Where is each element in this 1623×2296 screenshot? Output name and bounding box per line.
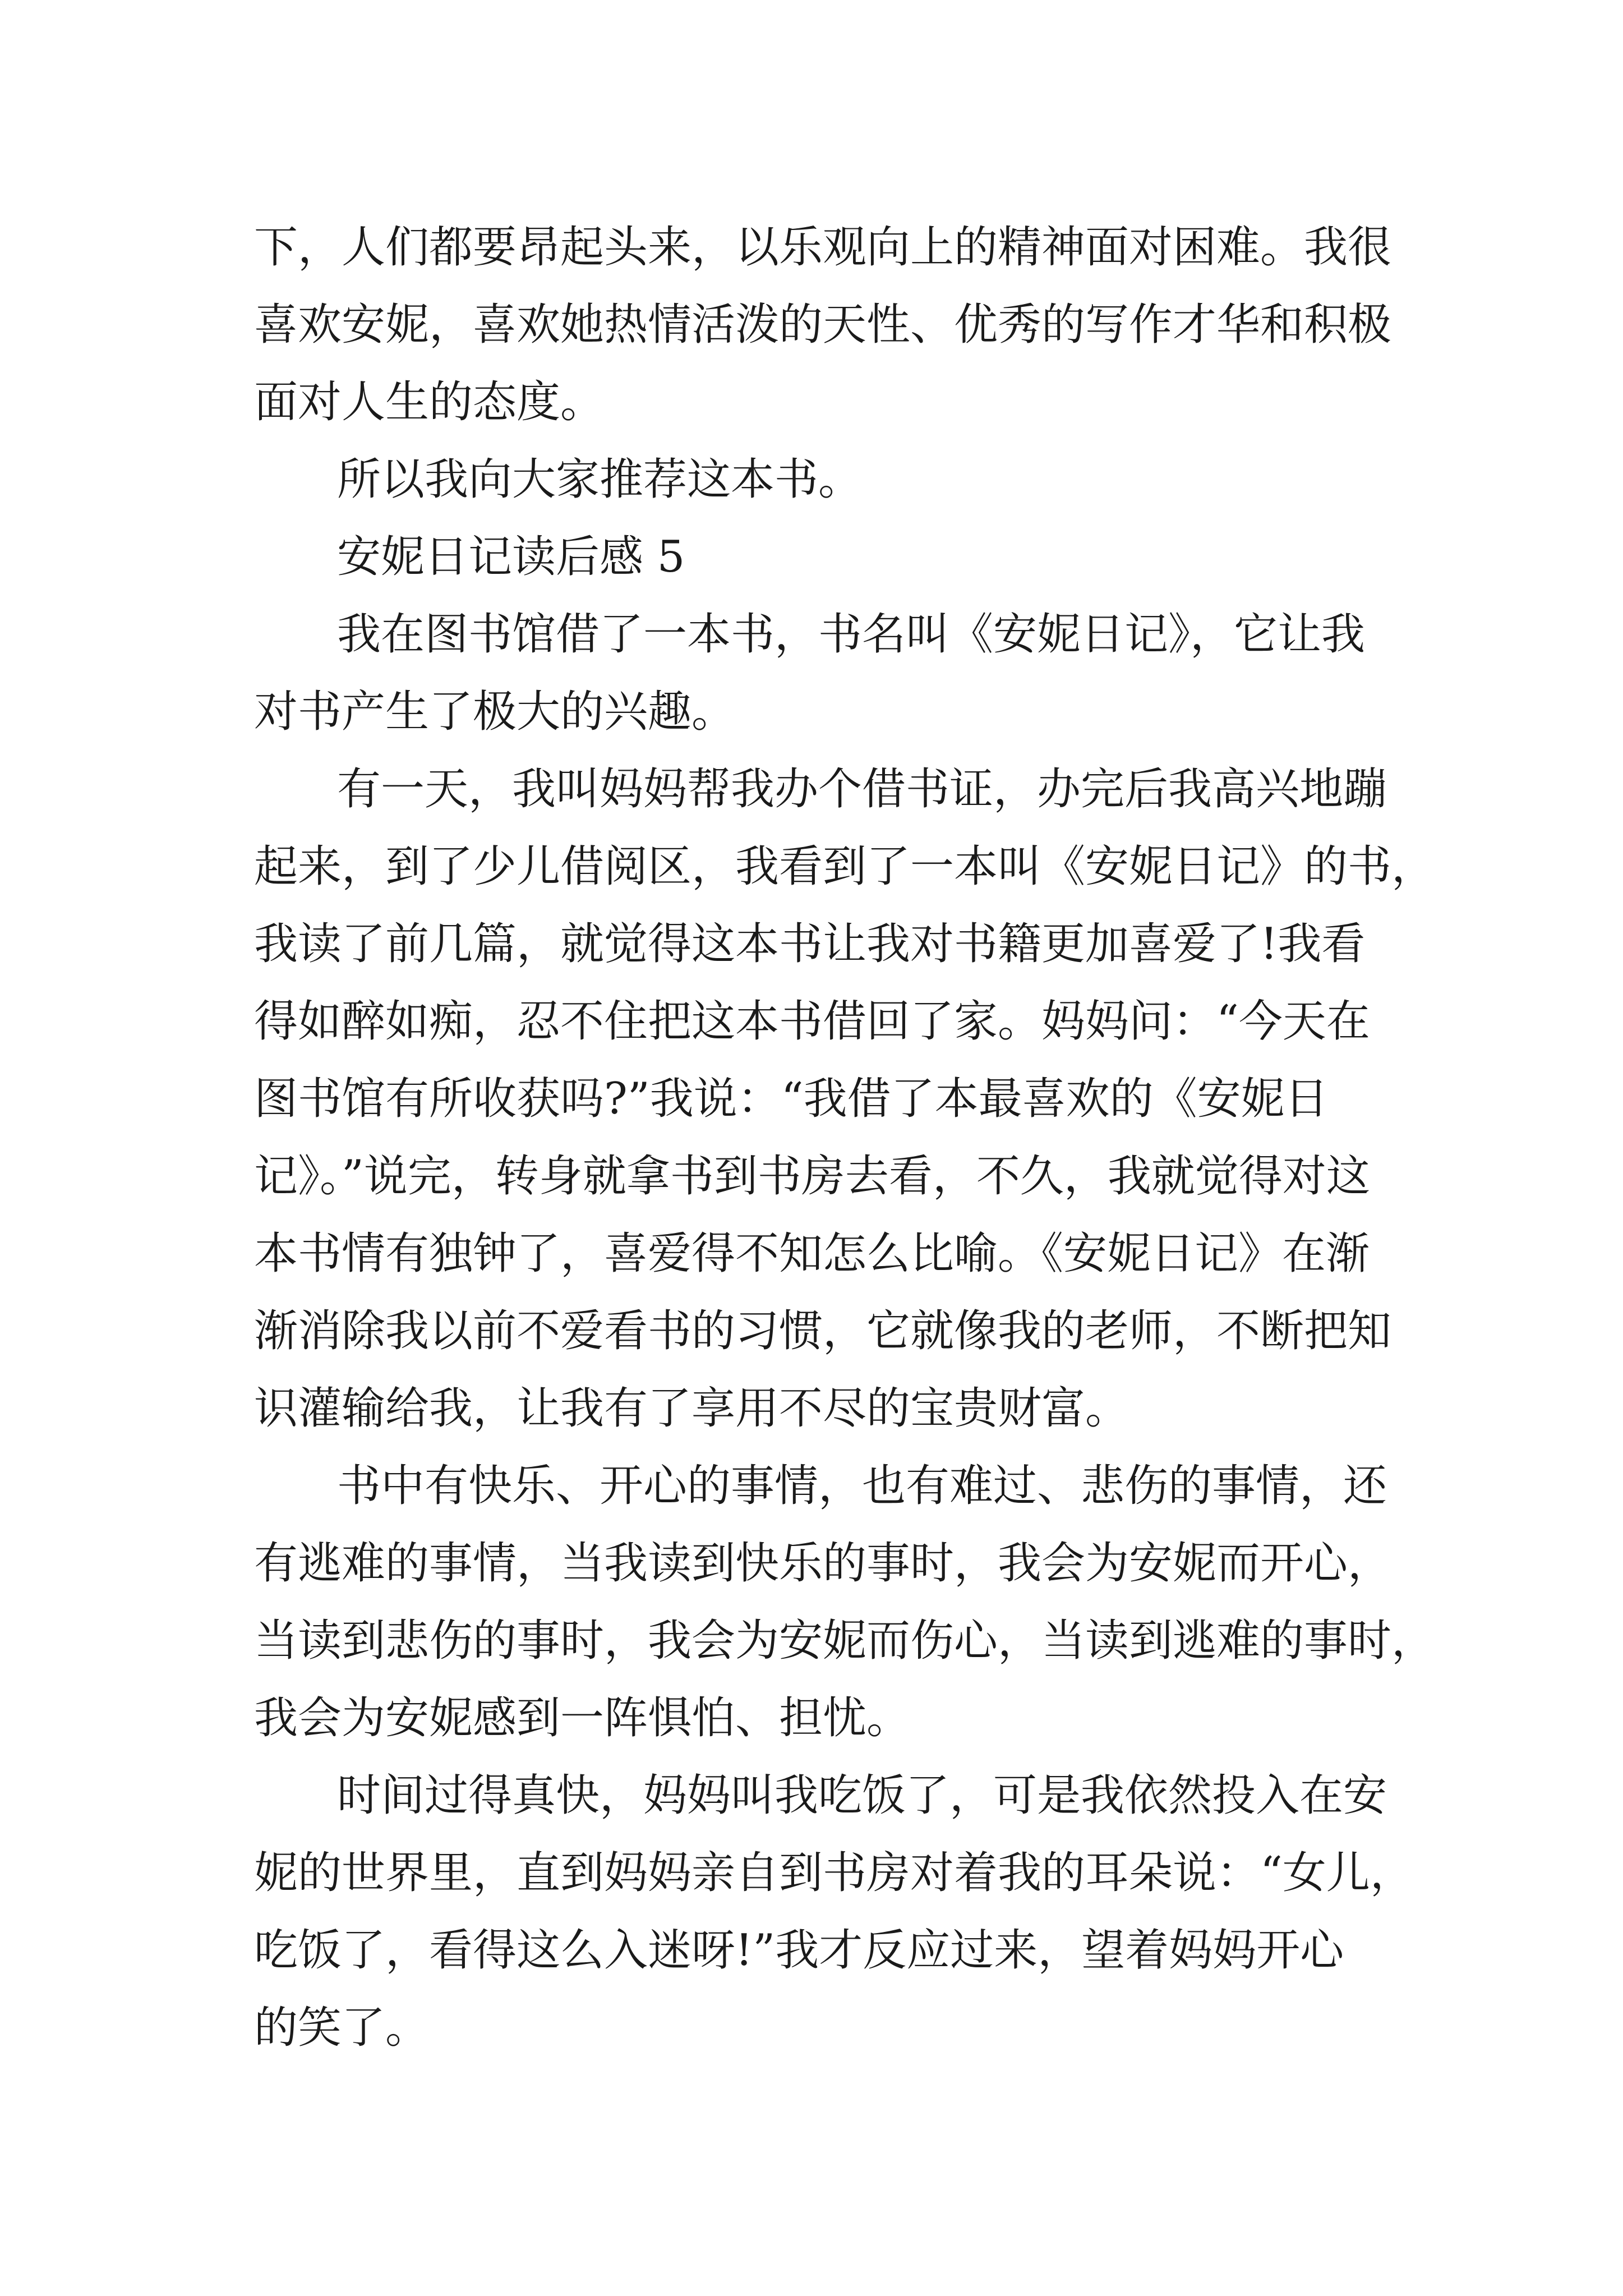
text-line: 我在图书馆借了一本书，书名叫《安妮日记》，它让我 [337,609,1366,660]
text-line: 有一天，我叫妈妈帮我办个借书证，办完后我高兴地蹦 [337,764,1387,815]
text-line: 渐消除我以前不爱看书的习惯，它就像我的老师，不断把知 [254,1306,1392,1356]
text-line: 记》。”说完，转身就拿书到书房去看，不久，我就觉得对这 [254,1151,1370,1202]
text-line: 起来，到了少儿借阅区，我看到了一本叫《安妮日记》的书， [254,841,1436,892]
text-line: 对书产生了极大的兴趣。 [254,687,736,737]
text-line: 吃饭了，看得这么入迷呀!”我才反应过来，望着妈妈开心 [254,1925,1344,1976]
text-line: 下，人们都要昂起头来，以乐观向上的精神面对困难。我很 [254,222,1392,273]
text-line: 识灌输给我，让我有了享用不尽的宝贵财富。 [254,1383,1129,1434]
text-line: 当读到悲伤的事时，我会为安妮而伤心，当读到逃难的事时， [254,1616,1436,1666]
text-line: 有逃难的事情，当我读到快乐的事时，我会为安妮而开心， [254,1538,1392,1589]
text-line: 的笑了。 [254,2003,430,2053]
text-line: 妮的世界里，直到妈妈亲自到书房对着我的耳朵说：“女儿， [254,1848,1414,1898]
text-line: 我读了前几篇，就觉得这本书让我对书籍更加喜爱了!我看 [254,919,1366,969]
text-line: 本书情有独钟了，喜爱得不知怎么比喻。《安妮日记》在渐 [254,1228,1370,1279]
text-line: 时间过得真快，妈妈叫我吃饭了，可是我依然投入在安 [337,1770,1387,1821]
text-line: 书中有快乐、开心的事情，也有难过、悲伤的事情，还 [337,1461,1387,1511]
text-line: 喜欢安妮，喜欢她热情活泼的天性、优秀的写作才华和积极 [254,300,1392,350]
text-line: 得如醉如痴，忍不住把这本书借回了家。妈妈问：“今天在 [254,996,1370,1047]
text-line: 面对人生的态度。 [254,377,605,427]
text-line: 所以我向大家推荐这本书。 [337,454,863,505]
section-heading: 安妮日记读后感 5 [337,532,685,582]
text-line: 我会为安妮感到一阵惧怕、担忧。 [254,1693,911,1743]
text-line: 图书馆有所收获吗?”我说：“我借了本最喜欢的《安妮日 [254,1074,1329,1124]
